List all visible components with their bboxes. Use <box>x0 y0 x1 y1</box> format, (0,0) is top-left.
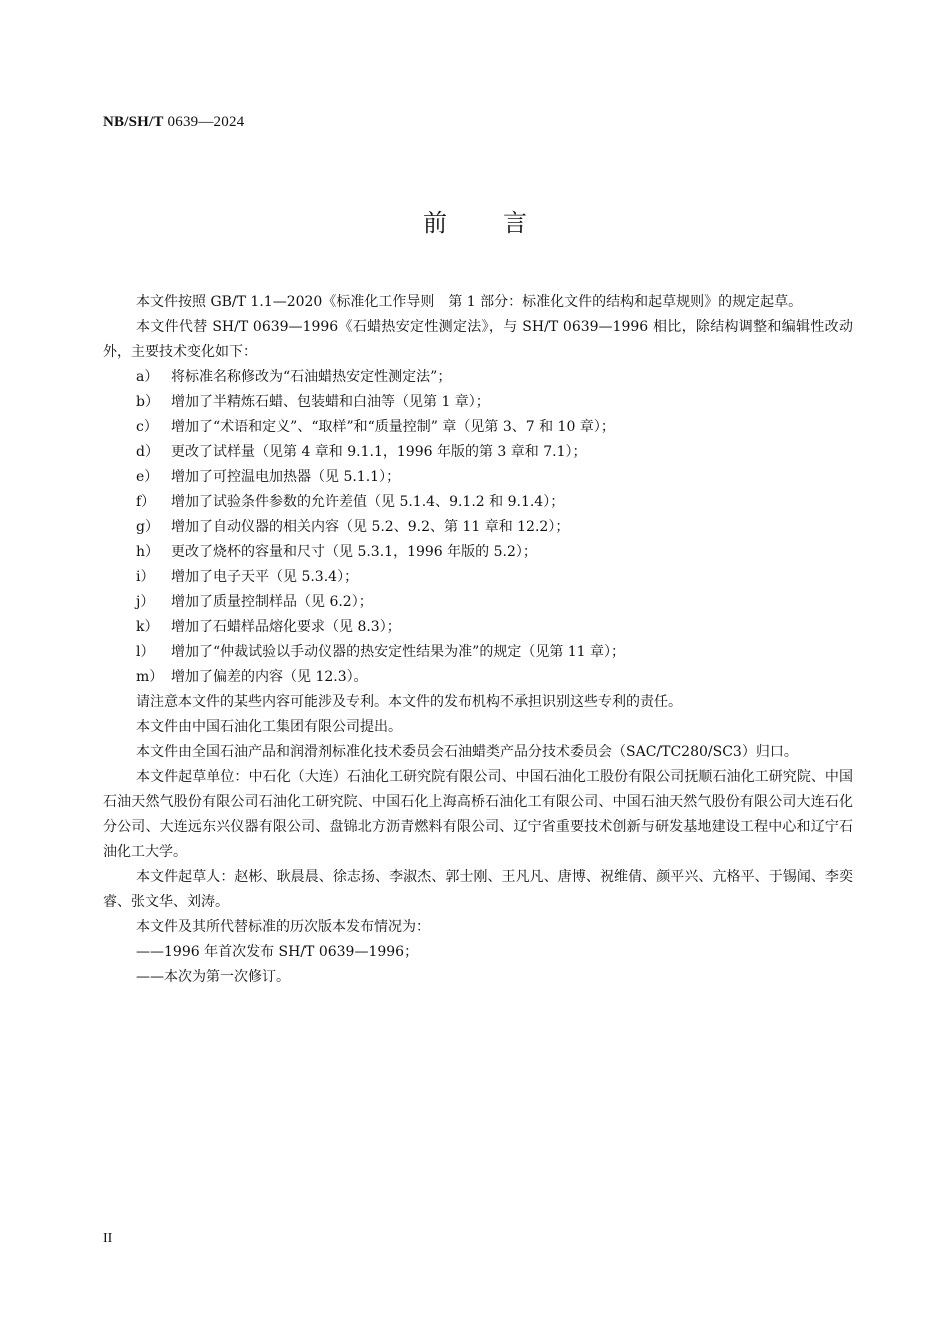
change-text: 增加了质量控制样品（见 6.2）； <box>171 594 373 610</box>
change-text: 增加了试验条件参数的允许差值（见 5.1.4、9.1.2 和 9.1.4）； <box>171 494 565 510</box>
change-label: i） <box>136 569 155 585</box>
change-label: b） <box>136 394 159 410</box>
change-text: 增加了半精炼石蜡、包装蜡和白油等（见第 1 章）； <box>171 394 490 410</box>
paragraph-patent-notice: 请注意本文件的某些内容可能涉及专利。本文件的发布机构不承担识别这些专利的责任。 <box>136 694 682 710</box>
paragraph-proposer: 本文件由中国石油化工集团有限公司提出。 <box>136 719 402 735</box>
page-title: 前言 <box>423 209 583 237</box>
foreword-body <box>103 290 853 990</box>
history-item: ——1996 年首次发布 SH/T 0639—1996； <box>136 944 419 960</box>
change-text: 增加了石蜡样品熔化要求（见 8.3）； <box>171 619 401 635</box>
change-item <box>103 665 853 690</box>
change-label: h） <box>136 544 160 560</box>
document-code-prefix: NB/SH/T <box>103 114 164 130</box>
change-label: j） <box>136 594 155 610</box>
change-label: f） <box>136 494 156 510</box>
change-item <box>103 515 853 540</box>
change-text: 增加了电子天平（见 5.3.4）； <box>171 569 359 585</box>
change-text: 增加了自动仪器的相关内容（见 5.2、9.2、第 11 章和 12.2）； <box>171 519 570 535</box>
change-label: g） <box>136 519 159 535</box>
change-item <box>103 465 853 490</box>
change-item <box>103 540 853 565</box>
change-text: 更改了试样量（见第 4 章和 9.1.1，1996 年版的第 3 章和 7.1）； <box>171 444 587 460</box>
change-item <box>103 615 853 640</box>
document-code <box>103 114 244 131</box>
paragraph-version-history: 本文件及其所代替标准的历次版本发布情况为： <box>136 919 430 935</box>
change-label: k） <box>136 619 159 635</box>
change-item <box>103 365 853 390</box>
paragraph-committee: 本文件由全国石油产品和润滑剂标准化技术委员会石油蜡类产品分技术委员会（SAC/TC280/SC3）归口。 <box>136 744 798 760</box>
change-text: 增加了可控温电加热器（见 5.1.1）； <box>171 469 401 485</box>
document-code-number: 0639—2024 <box>163 114 245 130</box>
change-label: a） <box>136 369 159 385</box>
change-text: 增加了“术语和定义”、“取样”和“质量控制” 章（见第 3、7 和 10 章）； <box>171 419 615 435</box>
change-text: 增加了偏差的内容（见 12.3）。 <box>171 669 368 685</box>
change-item <box>103 565 853 590</box>
change-label: l） <box>136 644 155 660</box>
change-item <box>103 415 853 440</box>
page-number: II <box>103 1231 113 1246</box>
change-text: 将标准名称修改为“石油蜡热安定性测定法”； <box>171 369 452 385</box>
paragraph-drafting-units: 本文件起草单位：中石化（大连）石油化工研究院有限公司、中国石油化工股份有限公司抚顺石油化工研究院、中国石油天然气股份有限公司石油化工研究院、中国石化上海高桥石油化工有限公司、中国石油天然气股份有限公司大连石化分公司、大连远东兴仪器有限公司、盘锦北方沥青燃料有限公司、辽宁省重要技术创新与研发基地建设工程中心和辽宁石油化工大学。 <box>103 769 853 860</box>
change-label: c） <box>136 419 158 435</box>
change-item <box>103 490 853 515</box>
change-item <box>103 440 853 465</box>
change-label: d） <box>136 444 159 460</box>
paragraph-drafting-rules: 本文件按照 GB/T 1.1—2020《标准化工作导则 第 1 部分：标准化文件的结构和起草规则》的规定起草。 <box>136 294 803 310</box>
history-item: ——本次为第一次修订。 <box>136 969 290 985</box>
paragraph-replacement: 本文件代替 SH/T 0639—1996《石蜡热安定性测定法》，与 SH/T 0639—1996 相比，除结构调整和编辑性改动外，主要技术变化如下： <box>103 319 853 360</box>
change-text: 更改了烧杯的容量和尺寸（见 5.3.1，1996 年版的 5.2）； <box>171 544 537 560</box>
paragraph-drafters: 本文件起草人：赵彬、耿晨晨、徐志扬、李淑杰、郭士刚、王凡凡、唐博、祝维倩、颜平兴、亢格平、于锡闻、李奕睿、张文华、刘涛。 <box>103 869 853 910</box>
change-label: m） <box>136 669 164 685</box>
change-item <box>103 390 853 415</box>
change-item <box>103 640 853 665</box>
change-text: 增加了“仲裁试验以手动仪器的热安定性结果为准”的规定（见第 11 章）； <box>171 644 626 660</box>
change-item <box>103 590 853 615</box>
change-label: e） <box>136 469 159 485</box>
